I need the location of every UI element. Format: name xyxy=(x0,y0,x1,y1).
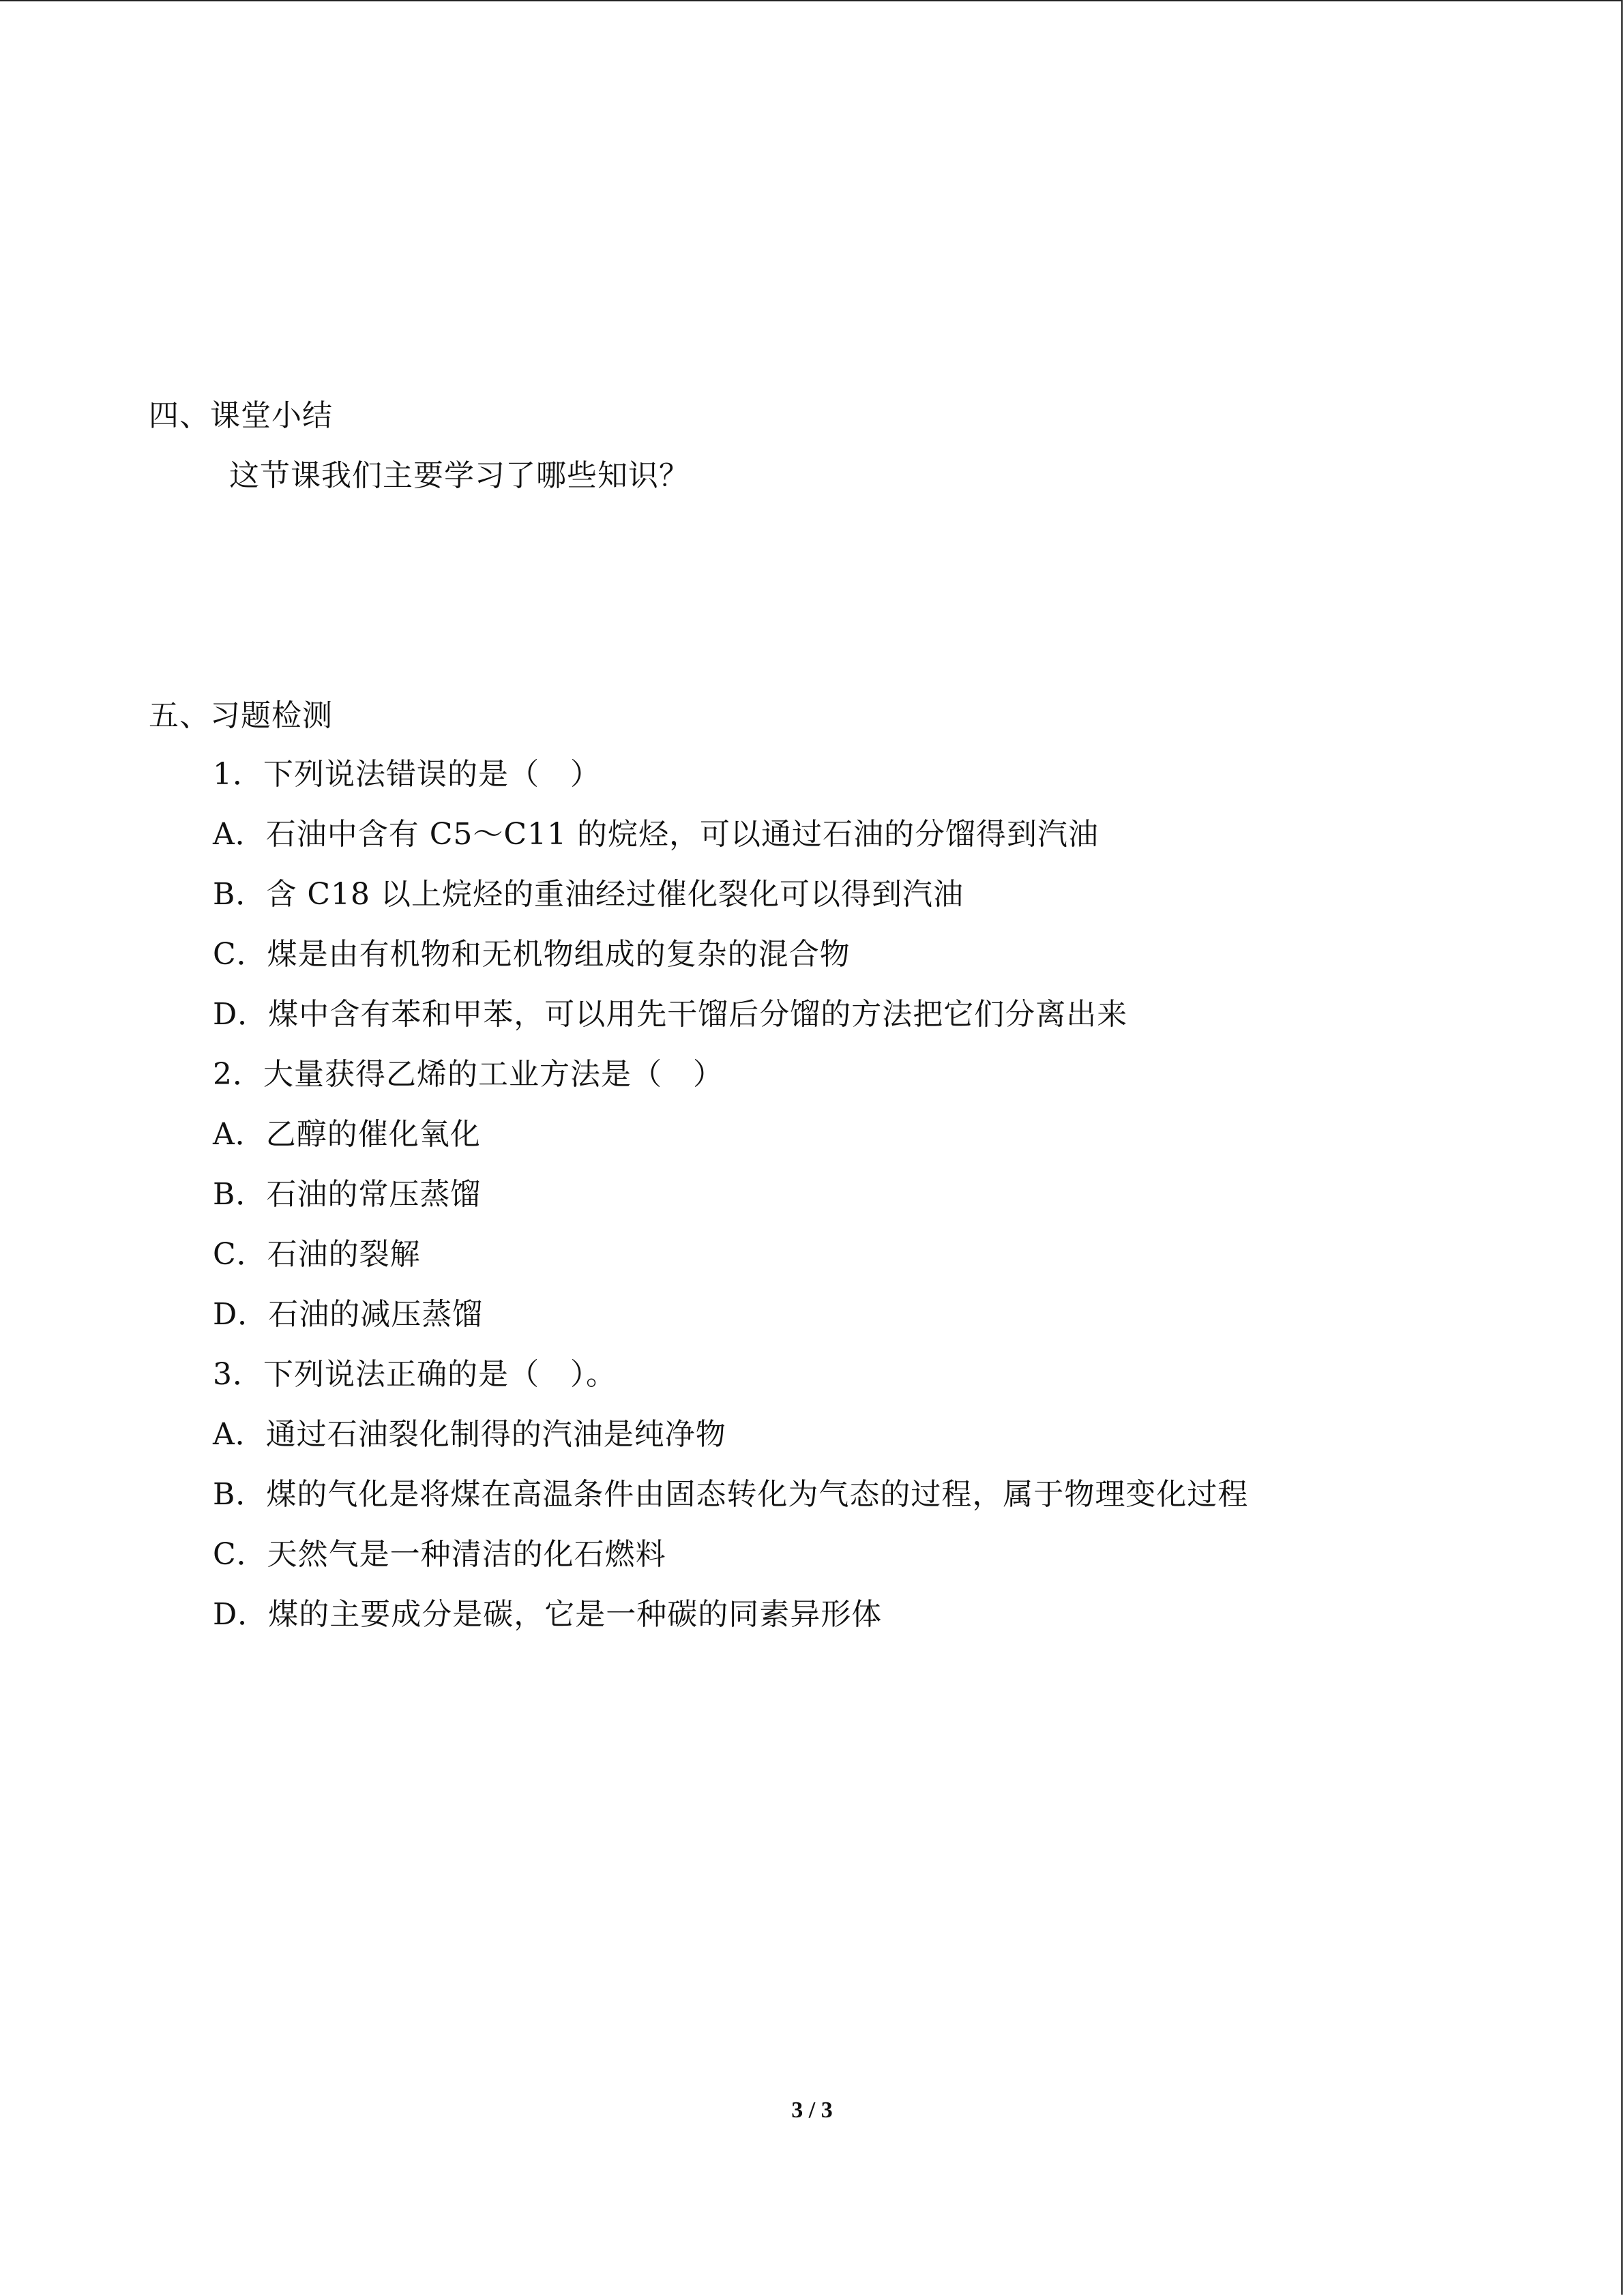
question-3-stem: 3．下列说法正确的是（ ）。 xyxy=(213,1357,617,1392)
question-2-stem: 2．大量获得乙烯的工业方法是（ ） xyxy=(213,1057,724,1092)
question-2-option-b: B．石油的常压蒸馏 xyxy=(213,1177,482,1212)
question-2-option-c: C．石油的裂解 xyxy=(213,1237,421,1272)
question-1-option-c: C．煤是由有机物和无机物组成的复杂的混合物 xyxy=(213,937,851,972)
question-2-option-d: D．石油的减压蒸馏 xyxy=(213,1297,484,1332)
question-3-option-a: A．通过石油裂化制得的汽油是纯净物 xyxy=(213,1417,726,1452)
question-3-option-b: B．煤的气化是将煤在高温条件由固态转化为气态的过程，属于物理变化过程 xyxy=(213,1477,1249,1512)
summary-prompt: 这节课我们主要学习了哪些知识？ xyxy=(229,458,690,493)
question-3-option-d: D．煤的主要成分是碳，它是一种碳的同素异形体 xyxy=(213,1597,883,1632)
question-1-stem: 1．下列说法错误的是（ ） xyxy=(213,757,601,792)
question-2-option-a: A．乙醇的催化氧化 xyxy=(213,1117,481,1152)
question-1-option-a: A．石油中含有 C5～C11 的烷烃，可以通过石油的分馏得到汽油 xyxy=(213,817,1099,852)
question-3-option-c: C．天然气是一种清洁的化石燃料 xyxy=(213,1537,666,1572)
question-1-option-d: D．煤中含有苯和甲苯，可以用先干馏后分馏的方法把它们分离出来 xyxy=(213,997,1128,1032)
question-1-option-b: B．含 C18 以上烷烃的重油经过催化裂化可以得到汽油 xyxy=(213,877,964,912)
section-heading-summary: 四、课堂小结 xyxy=(149,398,333,433)
section-heading-exercises: 五、习题检测 xyxy=(149,698,333,733)
page-number: 3 / 3 xyxy=(791,2098,833,2123)
